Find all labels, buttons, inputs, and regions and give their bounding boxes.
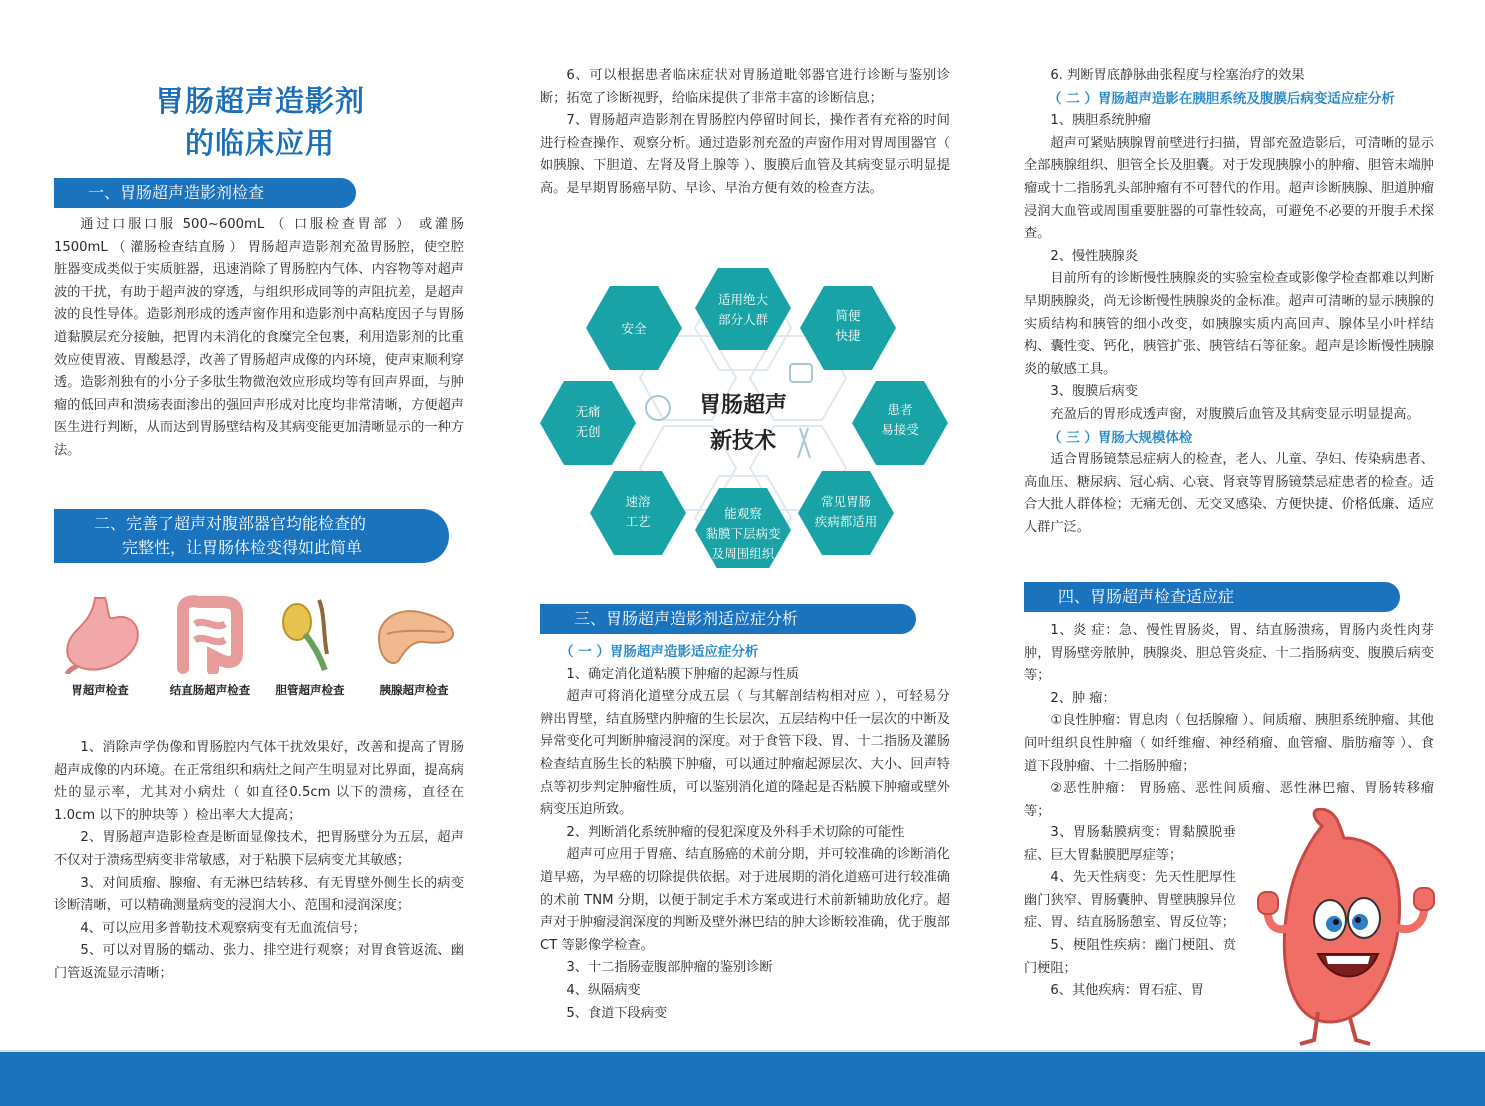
- indication-6: 6. 判断胃底静脉曲张程度与栓塞治疗的效果: [1050, 68, 1305, 83]
- indication-3: 3、十二指肠壶腹部肿瘤的鉴别诊断: [566, 960, 773, 976]
- condition-2a: ①良性肿瘤：胃息肉（ 包括腺瘤 ）、间质瘤、胰胆系统肿瘤、其他间叶组织良性肿瘤（ 如纤维瘤、神经稍瘤、血管瘤、脂肪瘤等 ）、食道下段肿瘤、十二指肠肿瘤；: [1024, 713, 1434, 774]
- condition-3: 3、胃肠黏膜病变：胃黏膜脱垂症、巨大胃黏膜肥厚症等；: [1024, 825, 1236, 863]
- hex-center: [646, 364, 812, 458]
- biliary-1-para: 超声可紧贴胰腺胃前壁进行扫描，胃部充盈造影后，可清晰的显示全部胰腺组织、胆管全长及胆囊。对于发现胰腺小的肿瘤、胆管末端肿瘤或十二指肠乳头部肿瘤有不可替代的作用。超声诊断胰腺、胆道肿瘤浸润大血管或周围重要脏器的可靠性较高，可避免不必要的开腹手术探查。: [1024, 135, 1434, 242]
- hexagon-svg: [538, 268, 948, 568]
- condition-6: 6、其他疾病：胃石症、胃: [1050, 983, 1204, 999]
- indication-4: 4、纵隔病变: [566, 982, 641, 998]
- checkup-para: 适合胃肠镜禁忌症病人的检查，老人、儿童、孕妇、传染病患者、高血压、糖尿病、冠心病、心衰、肾衰等胃肠镜禁忌症患者的检查。适合大批人群体检；无痛无创、无交叉感染、方便快捷、价格低廉、适应人群广泛。: [1024, 452, 1434, 535]
- hex-applicable-l1: 适用绝大: [717, 292, 769, 307]
- organ-gallbladder: 胆管超声检查: [260, 594, 360, 698]
- hex-instant-l1: 速溶: [625, 494, 651, 509]
- hex-instant: [590, 471, 686, 555]
- hex-applicable: [695, 268, 791, 350]
- section-3-body: [540, 641, 950, 1025]
- biliary-3-para: 充盈后的胃形成透声窗，对腹膜后血管及其病变显示明显提高。: [1050, 406, 1420, 422]
- hex-accept-l1: 患者: [887, 402, 913, 417]
- title-line-2: 的临床应用: [184, 126, 335, 160]
- hex-safe-label: 安全: [621, 321, 647, 336]
- condition-2: 2、肿 瘤：: [1050, 690, 1116, 706]
- hex-painless-l2: 无创: [575, 424, 601, 439]
- benefit-3: 3、对间质瘤、腺瘤、有无淋巴结转移、有无胃壁外侧生长的病变诊断清晰，可以精确测量病变的浸润大小、范围和浸润深度；: [54, 875, 464, 914]
- section-4-body-narrow: [1024, 822, 1236, 1003]
- benefit-4: 4、可以应用多普勒技术观察病变有无血流信号；: [80, 920, 366, 936]
- page-title: [60, 80, 460, 164]
- section-3-heading: 三、胃肠超声造影剂适应症分析: [540, 604, 916, 634]
- hex-instant-l2: 工艺: [625, 514, 651, 529]
- hex-painless: [540, 381, 636, 465]
- subsection-2-heading: （ 二 ）胃肠超声造影在胰胆系统及腹膜后病变适应症分析: [1048, 90, 1395, 107]
- section-1-paragraph: 通过口服口服 500~600mL （ 口服检查胃部 ） 或灌肠 1500mL （ 灌肠检查结直肠 ） 胃肠超声造影剂充盈胃肠腔，使空腔脏器变成类似于实质脏器，迅速消除了胃肠腔内气体、内容物等对超声波的干扰，有助于超声波的穿透，与组织形成同等的声阻抗差，是超声波的良性导体。造影剂形成的透声窗作用和造影剂中高粘度因子与胃肠道黏膜层充分接触，把胃内未消化的食糜完全包裹，利用造影剂的比重效应使胃液、胃酸悬浮，改善了胃肠超声成像的内环境，使声束顺利穿透。造影剂独有的小分子多肽生物微泡效应形成均等有回声界面，与肿瘤的低回声和溃疡表面渗出的强回声形成对比度均非常清晰，方便超声医生进行判断，从而达到胃肠壁结构及其病变能更加清晰显示的一种方法。: [54, 217, 464, 458]
- section-4-body-wide: [1024, 620, 1434, 823]
- hex-convenient-l1: 简便: [835, 308, 861, 323]
- condition-1: 1、炎 症：急、慢性胃肠炎，胃、结直肠溃疡，胃肠内炎性肉芽肿，胃肠壁旁脓肿，胰腺炎、胆总管炎症、十二指肠病变、腹膜后病变等；: [1024, 623, 1434, 684]
- organ-colon: 结直肠超声检查: [160, 594, 260, 698]
- section-1-heading: 一、胃肠超声造影剂检查: [54, 178, 356, 208]
- column-3-top: [1024, 65, 1434, 539]
- gallbladder-icon: [265, 594, 355, 674]
- benefit-2: 2、胃肠超声造影检查是断面显像技术，把胃肠壁分为五层，超声不仅对于溃疡型病变非常敏感，对于粘膜下层病变尤其敏感；: [54, 830, 464, 868]
- hex-center-line1: 胃肠超声: [698, 393, 788, 418]
- hex-common: [798, 471, 894, 555]
- hex-observe-l2: 黏膜下层病变: [705, 526, 781, 541]
- condition-4: 4、先天性病变：先天性肥厚性幽门狭窄、胃肠囊肿、胃壁胰腺异位症、胃、结直肠肠憩室、胃反位等；: [1024, 870, 1236, 931]
- benefit-1: 1、消除声学伪像和胃肠腔内气体干扰效果好，改善和提高了胃肠超声成像的内环境。在正常组织和病灶之间产生明显对比界面，提高病灶的显示率，尤其对小病灶（ 如直径0.5cm 以下的溃疡，直径在 1.0cm 以下的肿块等 ）检出率大大提高；: [54, 740, 464, 823]
- biliary-2-para: 目前所有的诊断慢性胰腺炎的实验室检查或影像学检查都难以判断早期胰腺炎，尚无诊断慢性胰腺炎的金标准。超声可清晰的显示胰腺的实质结构和胰管的细小改变，如胰腺实质内高回声、腺体呈小叶样结构、囊性变、钙化，胰管扩张、胰管结石等征象。超声是诊断慢性胰腺炎的敏感工具。: [1024, 271, 1434, 377]
- column-2-top: [540, 65, 950, 201]
- stomach-icon: [55, 594, 145, 674]
- benefit-7: 7、胃肠超声造影剂在胃肠腔内停留时间长，操作者有充裕的时间进行检查操作、观察分析。通过造影剂充盈的声窗作用对胃周围器官（ 如胰腺、下胆道、左肾及肾上腺等 ）、腹膜后血管及其病变显示明显提高。是早期胃肠癌早防、早诊、早治方便有效的检查方法。: [540, 113, 950, 196]
- section-2-body: [54, 737, 464, 986]
- stomach-mascot-icon: [1252, 808, 1442, 1048]
- subsection-3-heading: （ 三 ）胃肠大规模体检: [1048, 429, 1193, 446]
- hex-painless-l1: 无痛: [575, 404, 601, 419]
- section-3-subheading: （ 一 ）胃肠超声造影适应症分析: [560, 644, 759, 660]
- condition-2b: ②恶性肿瘤： 胃肠癌、恶性间质瘤、恶性淋巴瘤、胃肠转移瘤等；: [1024, 781, 1434, 819]
- biliary-2-title: 2、慢性胰腺炎: [1050, 248, 1138, 264]
- organ-stomach: 胃超声检查: [50, 594, 150, 698]
- hex-observe-l1: 能观察: [724, 506, 762, 521]
- benefit-5: 5、可以对胃肠的蠕动、张力、排空进行观察；对胃食管返流、幽门管返流显示清晰；: [54, 943, 464, 981]
- section-4-heading: 四、胃肠超声检查适应症: [1024, 582, 1400, 612]
- section-2-heading: 二、完善了超声对腹部器官均能检查的 完整性，让胃肠体检变得如此简单: [54, 509, 449, 563]
- benefit-6: 6、可以根据患者临床症状对胃肠道毗邻器官进行诊断与鉴别诊断；拓宽了诊断视野，给临床提供了非常丰富的诊断信息；: [540, 68, 950, 106]
- hex-common-l1: 常见胃肠: [820, 494, 872, 509]
- biliary-1-title: 1、胰胆系统肿瘤: [1050, 113, 1152, 129]
- pancreas-icon: [369, 594, 459, 674]
- indication-1-para: 超声可将消化道壁分成五层（ 与其解剖结构相对应 ），可轻易分辨出胃壁，结直肠壁内肿瘤的生长层次，五层结构中任一层次的中断及异常变化可判断肿瘤浸润的深度。对于食管下段、胃、十二指肠及灌肠检查结直肠生长的粘膜下肿瘤，可以通过肿瘤起源层次、大小、回声特点等初步判定肿瘤性质，可以鉴别消化道的隆起是否粘膜下肿瘤或壁外病变压迫所致。: [540, 689, 950, 818]
- indication-1-title: 1、确定消化道粘膜下肿瘤的起源与性质: [566, 666, 799, 682]
- hex-center-line2: 新技术: [709, 429, 777, 454]
- organ-pancreas: 胰腺超声检查: [364, 594, 464, 698]
- hex-applicable-l2: 部分人群: [717, 312, 769, 327]
- hexagon-diagram: [538, 268, 948, 568]
- colon-icon: [165, 594, 255, 674]
- section-1-body: [54, 214, 464, 463]
- indication-2-para: 超声可应用于胃癌、结直肠癌的术前分期，并可较准确的诊断消化道早癌，为早癌的切除提供依据。对于进展期的消化道癌可进行较准确的术前 TNM 分期，以便于制定手术方案或进行术前新辅助放化疗。超声对于肿瘤浸润深度的判断及壁外淋巴结的肿大诊断较准确，优于腹部CT 等影像学检查。: [540, 847, 950, 953]
- biliary-3-title: 3、腹膜后病变: [1050, 384, 1138, 400]
- footer-bar: [0, 1052, 1485, 1106]
- indication-2-title: 2、判断消化系统肿瘤的侵犯深度及外科手术切除的可能性: [566, 824, 905, 840]
- indication-5: 5、食道下段病变: [566, 1005, 668, 1021]
- hex-convenient-l2: 快捷: [835, 328, 861, 343]
- condition-5: 5、梗阻性疾病：幽门梗阻、贲门梗阻；: [1024, 937, 1236, 976]
- title-line-1: 胃肠超声造影剂: [154, 84, 365, 118]
- hex-observe-l3: 及周围组织: [711, 546, 775, 561]
- hex-accept-l2: 易接受: [881, 422, 919, 437]
- hex-common-l2: 疾病都适用: [814, 514, 878, 529]
